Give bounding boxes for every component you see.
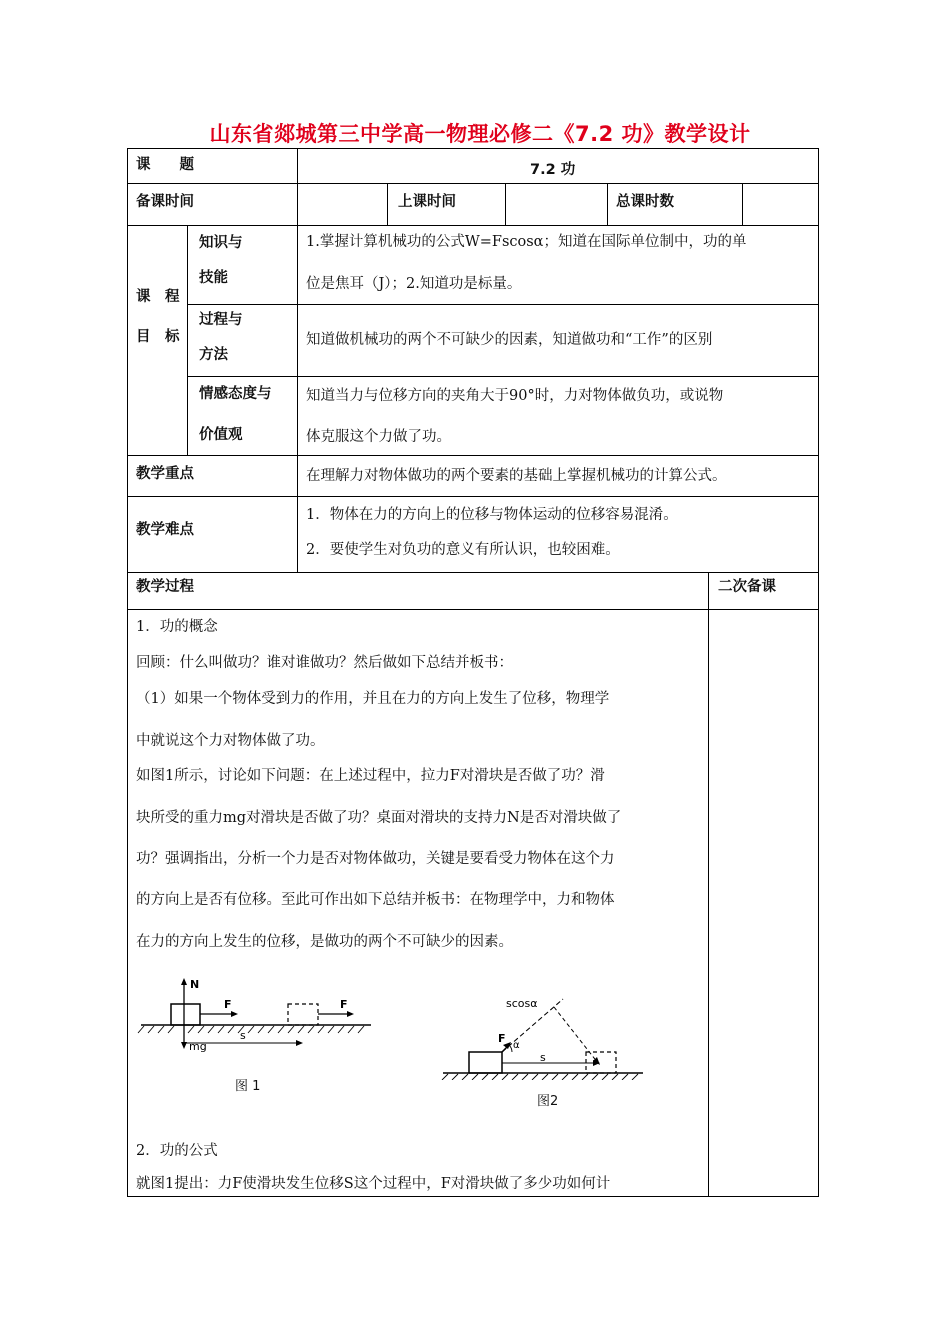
process-line: 中就说这个力对物体做了功。	[136, 733, 325, 749]
process-line: 2．功的公式	[136, 1143, 218, 1159]
difficulty-text-1: 1．物体在力的方向上的位移与物体运动的位移容易混淆。	[306, 507, 678, 523]
knowledge-label-1: 知识与	[199, 235, 243, 251]
fig2-label-s: s	[540, 1051, 546, 1064]
figure-1-caption: 图 1	[235, 1079, 261, 1094]
process-line: 1．功的概念	[136, 619, 218, 635]
total-hours-label: 总课时数	[616, 194, 674, 210]
process-line: 在力的方向上发生的位移，是做功的两个不可缺少的因素。	[136, 934, 513, 950]
knowledge-text-1: 1.掌握计算机械功的公式W=Fscosα；知道在国际单位制中，功的单	[306, 234, 747, 250]
process-line: 功？强调指出，分析一个力是否对物体做功，关键是要看受力物体在这个力	[136, 851, 615, 867]
document-title: 山东省郯城第三中学高一物理必修二《7.2 功》教学设计	[209, 122, 751, 146]
goals-label-line1: 课 程	[136, 289, 180, 305]
goals-label-line2: 目 标	[136, 329, 180, 345]
process-line: 的方向上是否有位移。至此可作出如下总结并板书：在物理学中，力和物体	[136, 892, 615, 908]
difficulty-label: 教学难点	[136, 522, 194, 538]
emotion-text-1: 知道当力与位移方向的夹角大于90°时，力对物体做负功，或说物	[306, 388, 724, 404]
emotion-label-1: 情感态度与	[199, 386, 272, 402]
key-point-text: 在理解力对物体做功的两个要素的基础上掌握机械功的计算公式。	[306, 468, 727, 484]
fig1-label-f-moved: F	[340, 998, 348, 1011]
fig1-label-mg: mg	[189, 1040, 207, 1053]
fig1-label-s: s	[240, 1029, 246, 1042]
class-time-label: 上课时间	[398, 194, 456, 210]
process-label-1: 过程与	[199, 312, 243, 328]
process-line: （1）如果一个物体受到力的作用，并且在力的方向上发生了位移，物理学	[136, 691, 610, 707]
process-line: 如图1所示，讨论如下问题：在上述过程中，拉力F对滑块是否做了功？滑	[136, 768, 605, 784]
fig2-label-f: F	[498, 1032, 506, 1045]
fig1-label-f: F	[224, 998, 232, 1011]
process-line: 块所受的重力mg对滑块是否做了功？桌面对滑块的支持力N是否对滑块做了	[136, 810, 622, 826]
prep-time-label: 备课时间	[136, 194, 194, 210]
process-text: 知道做机械功的两个不可缺少的因素，知道做功和“工作”的区别	[306, 332, 713, 348]
emotion-label-2: 价值观	[199, 427, 243, 443]
figure-2-diagram	[438, 990, 648, 1080]
key-point-label: 教学重点	[136, 466, 194, 482]
topic-value: 7.2 功	[530, 162, 576, 178]
figure-1-diagram	[136, 975, 381, 1055]
process-label-2: 方法	[199, 347, 228, 363]
process-line: 就图1提出：力F使滑块发生位移S这个过程中，F对滑块做了多少功如何计	[136, 1176, 611, 1192]
fig1-label-n: N	[190, 978, 200, 991]
knowledge-text-2: 位是焦耳（J）；2.知道功是标量。	[306, 276, 522, 292]
process-section-label: 教学过程	[136, 579, 194, 595]
fig2-label-alpha: α	[513, 1040, 520, 1051]
second-prep-label: 二次备课	[718, 579, 776, 595]
knowledge-label-2: 技能	[199, 270, 228, 286]
fig2-label-scos: scosα	[506, 997, 538, 1010]
difficulty-text-2: 2．要使学生对负功的意义有所认识，也较困难。	[306, 542, 620, 558]
emotion-text-2: 体克服这个力做了功。	[306, 429, 451, 445]
figure-2-caption: 图2	[537, 1094, 559, 1109]
process-line: 回顾：什么叫做功？谁对谁做功？然后做如下总结并板书：	[136, 655, 513, 671]
topic-label: 课 题	[136, 157, 194, 173]
